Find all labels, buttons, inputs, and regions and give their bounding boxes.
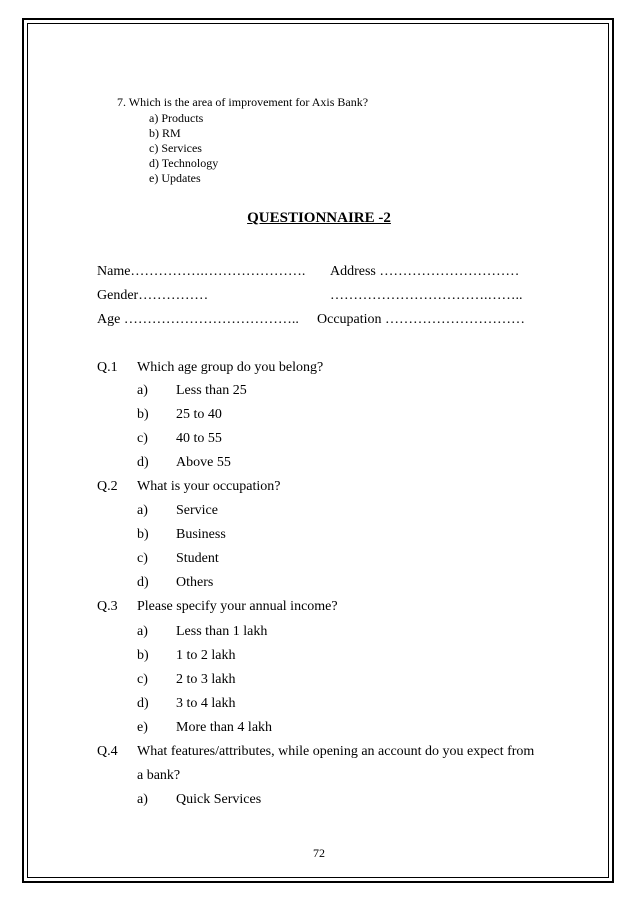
page-number: 72 bbox=[313, 846, 325, 860]
option-letter: a) bbox=[137, 624, 148, 639]
option-text: More than 4 lakh bbox=[176, 720, 273, 735]
gender-field: Gender…………… bbox=[97, 288, 209, 303]
prev-question-option: c) Services bbox=[149, 141, 202, 155]
age-field: Age ……………………………….. bbox=[97, 312, 299, 327]
option-text: Quick Services bbox=[176, 792, 262, 807]
option-letter: d) bbox=[137, 696, 149, 711]
option-letter: c) bbox=[137, 672, 148, 687]
name-field: Name…………….…………………. bbox=[97, 264, 306, 279]
option-text: Others bbox=[176, 575, 214, 590]
prev-question-option: e) Updates bbox=[149, 171, 201, 185]
option-letter: b) bbox=[137, 648, 149, 663]
occupation-field: Occupation ………………………… bbox=[317, 312, 526, 327]
option-letter: e) bbox=[137, 720, 148, 735]
question-text: Please specify your annual income? bbox=[137, 599, 338, 614]
option-letter: c) bbox=[137, 551, 148, 566]
option-text: 3 to 4 lakh bbox=[176, 696, 236, 711]
option-letter: d) bbox=[137, 575, 149, 590]
option-text: 2 to 3 lakh bbox=[176, 672, 236, 687]
option-text: Student bbox=[176, 551, 219, 566]
option-text: 25 to 40 bbox=[176, 407, 222, 422]
question-text: What features/attributes, while opening an account do you expect from bbox=[137, 744, 535, 759]
option-letter: d) bbox=[137, 455, 149, 470]
option-letter: b) bbox=[137, 527, 149, 542]
option-letter: a) bbox=[137, 792, 148, 807]
option-text: Less than 25 bbox=[176, 383, 247, 398]
question-text-continuation: a bank? bbox=[137, 768, 181, 783]
option-letter: a) bbox=[137, 503, 148, 518]
option-text: Service bbox=[176, 503, 218, 518]
option-letter: a) bbox=[137, 383, 148, 398]
option-text: 1 to 2 lakh bbox=[176, 648, 236, 663]
question-text: Which age group do you belong? bbox=[137, 360, 324, 375]
prev-question-option: b) RM bbox=[149, 126, 181, 140]
option-letter: c) bbox=[137, 431, 148, 446]
address-field: Address ………………………… bbox=[330, 264, 520, 279]
question-number: Q.1 bbox=[97, 360, 118, 375]
option-letter: b) bbox=[137, 407, 149, 422]
option-text: Above 55 bbox=[176, 455, 231, 470]
prev-question-option: a) Products bbox=[149, 111, 204, 125]
address-continuation-field: …………………………….…….. bbox=[330, 288, 523, 303]
questionnaire-heading: QUESTIONNAIRE -2 bbox=[247, 210, 391, 226]
option-text: Business bbox=[176, 527, 226, 542]
prev-question-title: 7. Which is the area of improvement for Axis Bank? bbox=[117, 95, 369, 109]
question-number: Q.3 bbox=[97, 599, 118, 614]
question-text: What is your occupation? bbox=[137, 479, 281, 494]
prev-question-option: d) Technology bbox=[149, 156, 219, 170]
option-text: Less than 1 lakh bbox=[176, 624, 268, 639]
question-number: Q.4 bbox=[97, 744, 118, 759]
question-number: Q.2 bbox=[97, 479, 118, 494]
option-text: 40 to 55 bbox=[176, 431, 222, 446]
